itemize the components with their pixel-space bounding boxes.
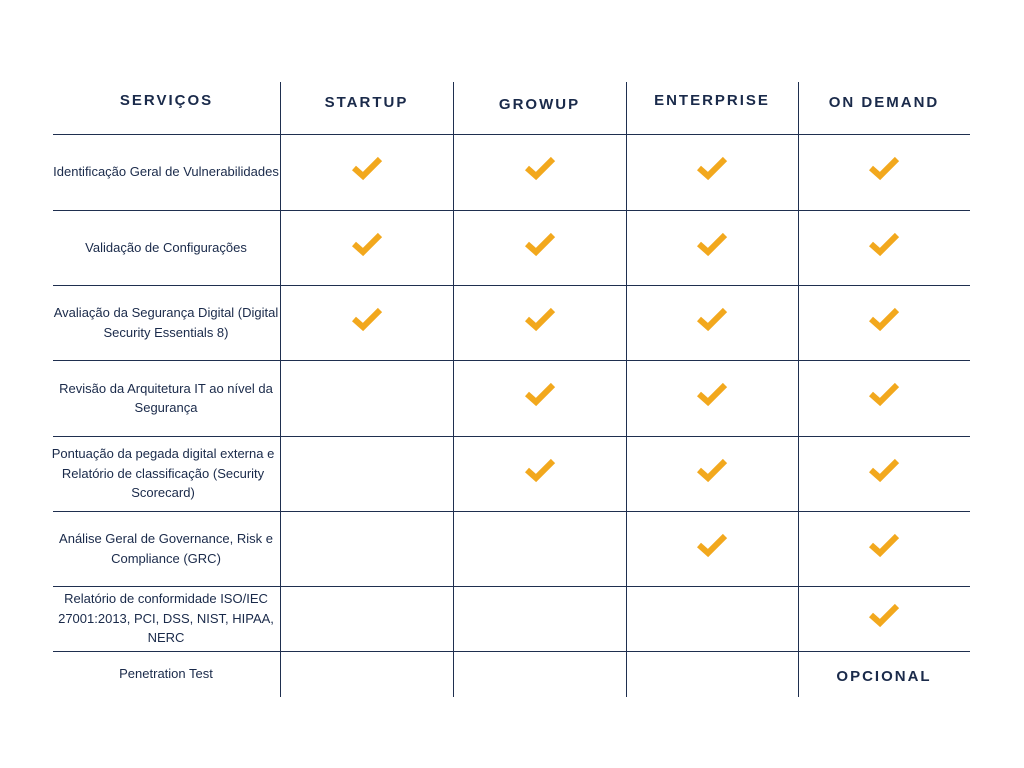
table-cell [626,432,798,507]
table-cell [453,432,626,507]
table-cell [626,582,798,647]
checkmark-icon [524,457,556,483]
service-label: Análise Geral de Governance, Risk e Compliance (GRC) [59,531,273,566]
checkmark-icon [868,155,900,181]
checkmark-icon [696,231,728,257]
checkmark-icon [868,532,900,558]
header-plan-on-demand: ON DEMAND [828,93,940,111]
header-services: SERVIÇOS [119,91,214,109]
checkmark-icon [351,306,383,332]
table-cell [453,356,626,432]
table-cell [798,432,970,507]
table-cell [280,582,453,647]
table-cell [453,130,626,206]
service-label: Relatório de conformidade ISO/IEC 27001:2013, PCI, DSS, NIST, HIPAA, NERC [58,591,274,646]
table-cell [798,130,970,206]
checkmark-icon [524,381,556,407]
table-cell [626,281,798,356]
service-label: Penetration Test [119,666,213,682]
table-cell [280,130,453,206]
checkmark-icon [696,532,728,558]
table-cell [798,653,970,699]
table-cell [453,206,626,281]
table-cell [626,356,798,432]
header-plan-growup: GROWUP [498,95,581,113]
checkmark-icon [868,231,900,257]
table-cell [626,206,798,281]
table-cell [280,281,453,356]
table-cell [280,507,453,582]
table-cell [626,507,798,582]
table-cell [453,582,626,647]
table-cell [280,647,453,693]
checkmark-icon [868,457,900,483]
checkmark-icon [696,381,728,407]
optional-label: OPCIONAL [836,667,932,685]
checkmark-icon [696,155,728,181]
table-cell [453,507,626,582]
table-cell [280,356,453,432]
service-label: Identificação Geral de Vulnerabilidades [53,164,279,180]
checkmark-icon [868,381,900,407]
service-label: Avaliação da Segurança Digital (Digital Security Essentials 8) [53,305,279,340]
table-cell [798,206,970,281]
checkmark-icon [524,231,556,257]
table-cell [280,206,453,281]
table-cell [453,281,626,356]
table-cell [626,130,798,206]
table-cell [280,432,453,507]
checkmark-icon [524,306,556,332]
checkmark-icon [868,306,900,332]
service-label: Revisão da Arquitetura IT ao nível da Segurança [59,380,273,415]
header-plan-startup: STARTUP [324,93,409,111]
service-label: Validação de Configurações [85,239,247,255]
checkmark-icon [524,155,556,181]
service-label: Pontuação da pegada digital externa e Relatório de classificação (Security Scorecard) [51,446,275,501]
table-cell [626,647,798,693]
table-cell [798,356,970,432]
checkmark-icon [696,457,728,483]
table-cell [798,582,970,647]
header-plan-enterprise: ENTERPRISE [654,91,770,109]
checkmark-icon [868,602,900,628]
checkmark-icon [351,155,383,181]
checkmark-icon [696,306,728,332]
checkmark-icon [351,231,383,257]
table-cell [798,281,970,356]
table-cell [798,507,970,582]
table-cell [453,647,626,693]
